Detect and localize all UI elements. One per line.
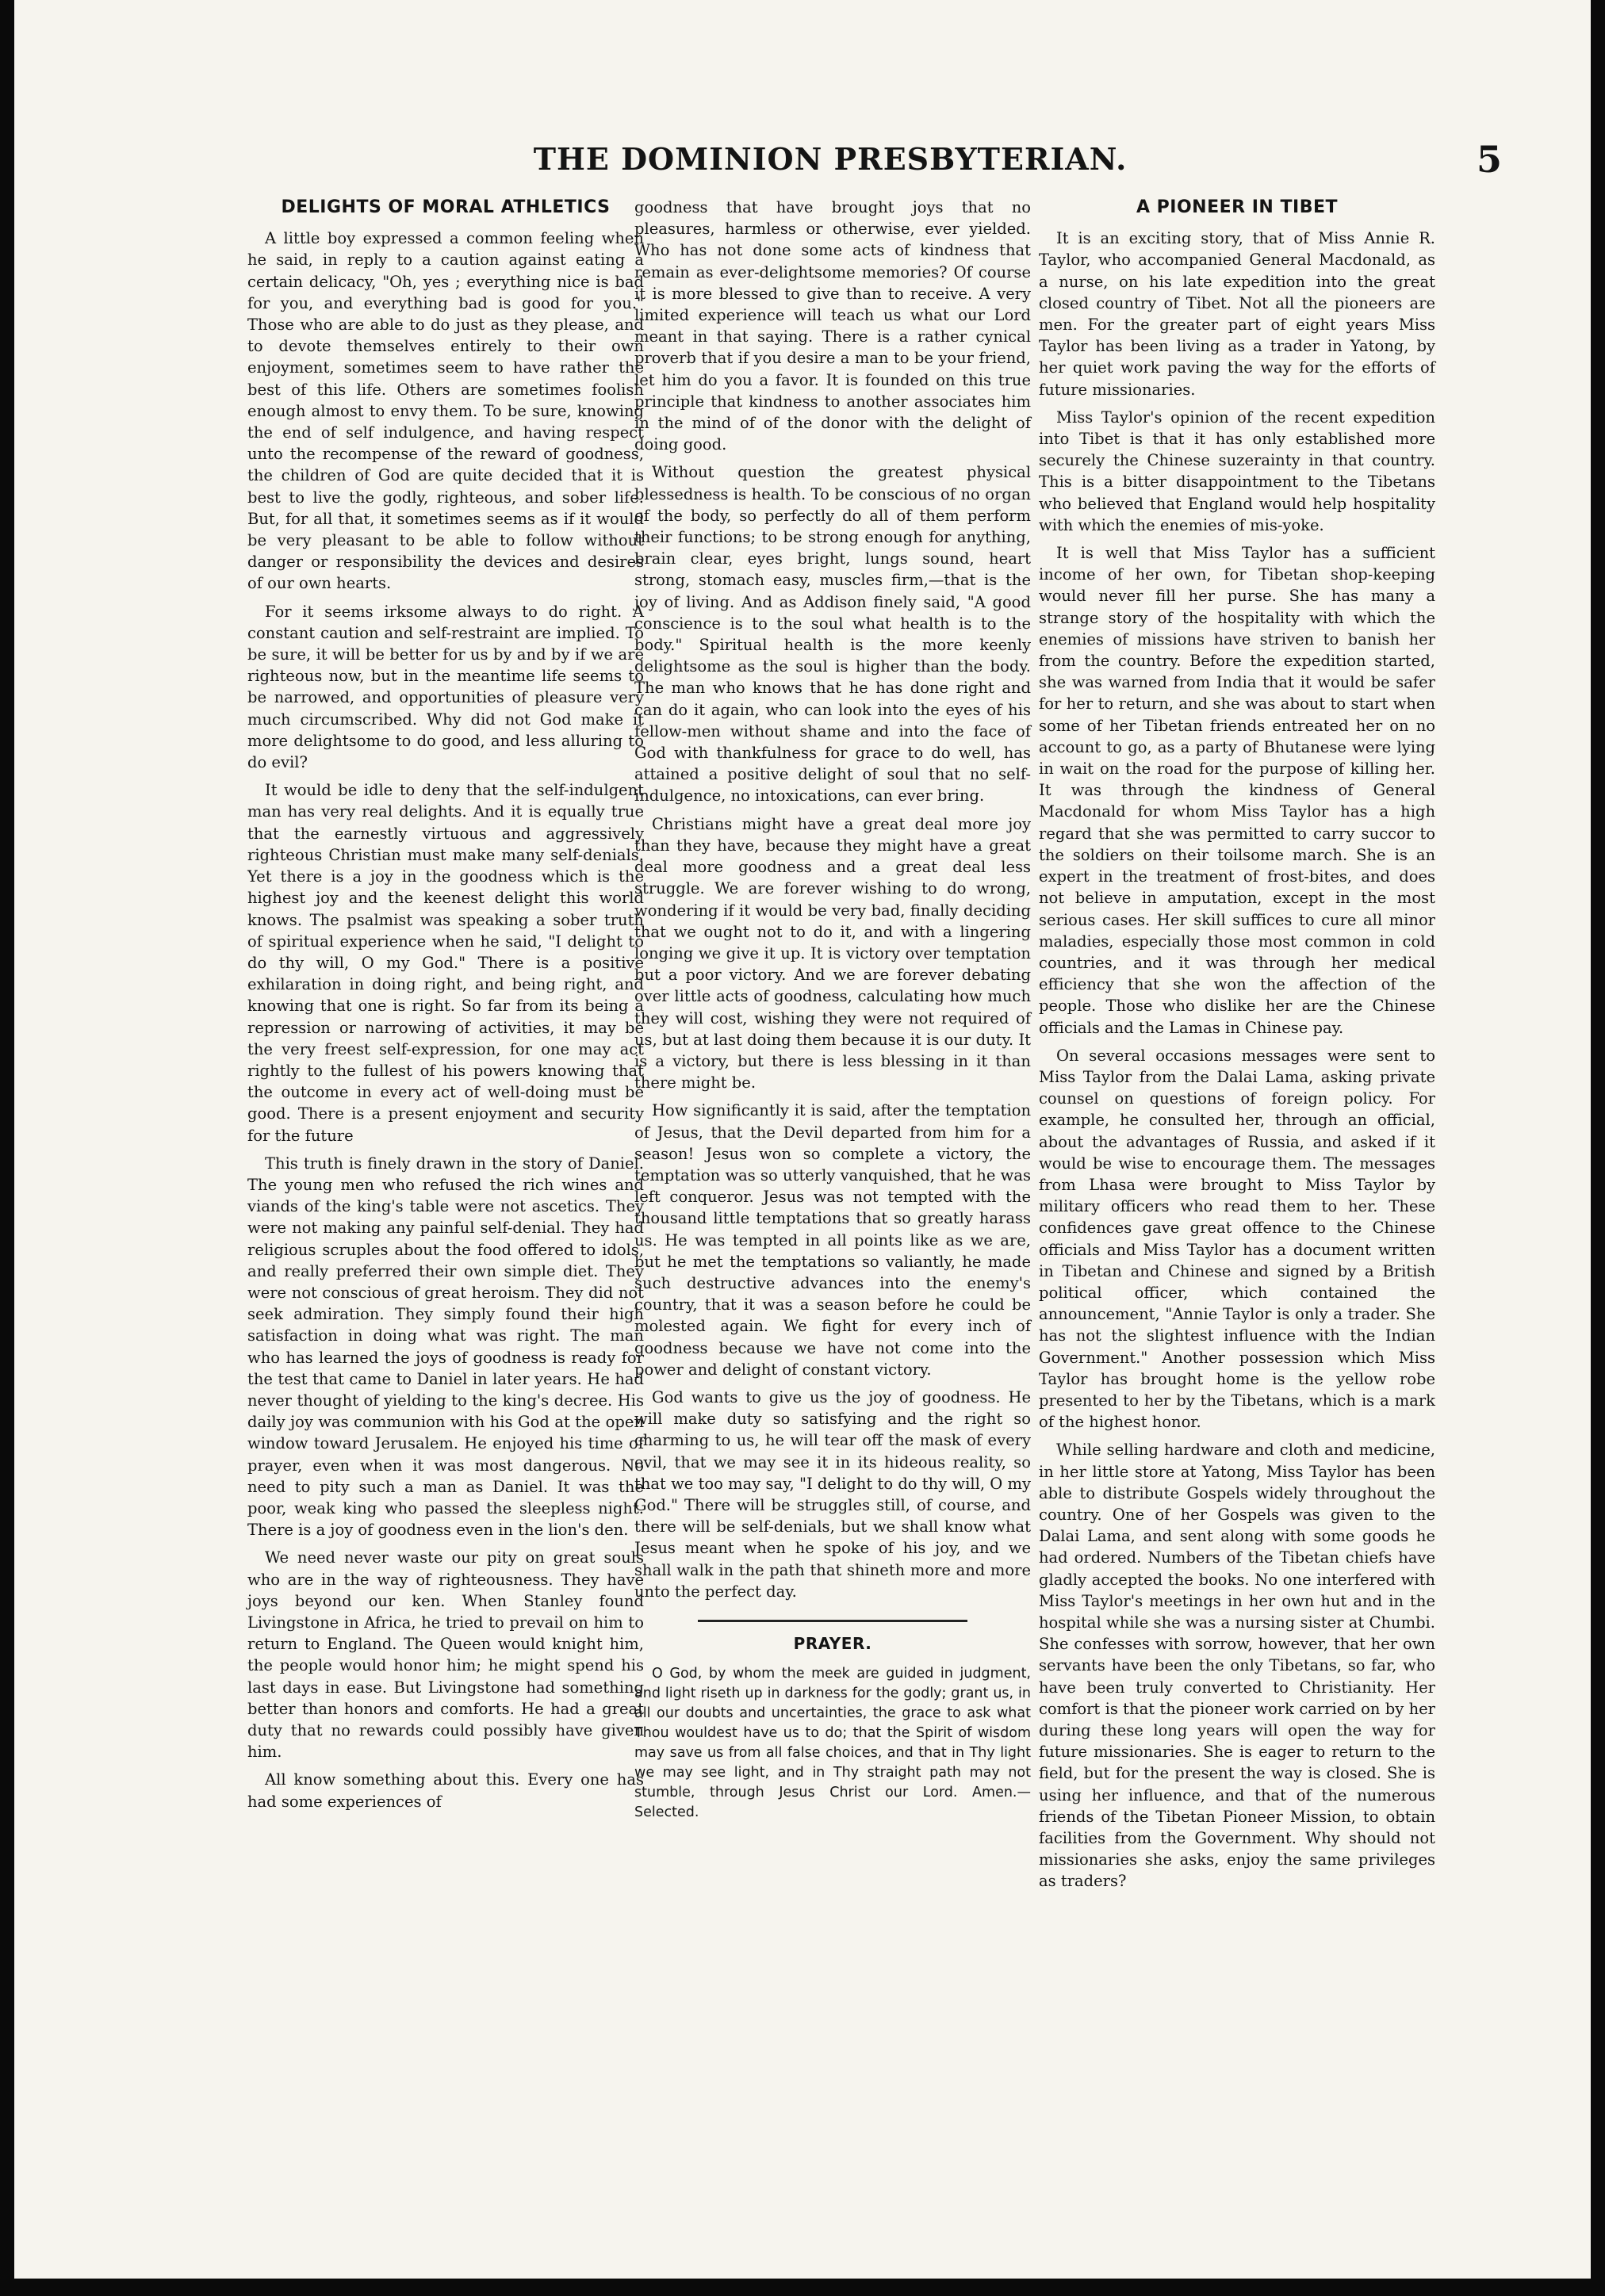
paragraph: All know something about this. Every one has had some experiences of	[247, 1770, 644, 1811]
paragraph: Christians might have a great deal more joy than they have, because they might have a great deal more goodness and a great deal less struggle. We are forever wishing to do wrong, wondering if it would be very bad, finally deciding that we ought not to do it, and with a lingering longing we give it up. It is victory over temptation but a poor victory. And we are forever debating over little acts of goodness, calculating how much they will cost, wishing they were not required of us, but at last doing them because it is our duty. It is a victory, but there is less blessing in it than there might be.	[634, 814, 1031, 1093]
paragraph: goodness that have brought joys that no pleasures, harmless or otherwise, ever yielded. Who has not done some acts of kindness that remain as ever-delightsome memories? Of course it is more blessed to give than to receive. A very limited experience will teach us what our Lord meant in that saying. There is a rather cynical proverb that if you desire a man to be your friend, let him do you a favor. It is founded on this true principle that kindness to another associates him in the mind of of the donor with the delight of doing good.	[634, 198, 1031, 454]
column-3	[1039, 197, 1435, 1899]
paragraph: God wants to give us the joy of goodness. He will make duty so satisfying and the right so charming to us, he will tear off the mask of every evil, that we may see it in its hideous reality, so that we too may say, "I delight to do thy will, O my God." There will be struggles still, of course, and there will be self-denials, but we shall know what Jesus meant when he spoke of his joy, and we shall walk in the path that shineth more and more unto the perfect day.	[634, 1387, 1031, 1601]
paragraph: Miss Taylor's opinion of the recent expedition into Tibet is that it has only established more securely the Chinese suzerainty in that country. This is a bitter disappointment to the Tibetans who believed that England would help hospitality with which the enemies of mis-yoke.	[1039, 408, 1435, 534]
prayer-section	[634, 1633, 1031, 1823]
scan-border-left	[0, 0, 14, 2296]
page-header	[159, 138, 1502, 189]
prayer-text: O God, by whom the meek are guided in judgment, and light riseth up in darkness for the godly; grant us, in all our doubts and uncertainties, the grace to ask what Thou wouldest have us to do; that the Spirit of wisdom may save us from all false choices, and that in Thy light we may see light, and in Thy straight path may not stumble, through Jesus Christ our Lord. Amen.—Selected.	[634, 1666, 1031, 1821]
paragraph: We need never waste our pity on great souls who are in the way of righteousness. They have joys beyond our ken. When Stanley found Livingstone in Africa, he tried to prevail on him to return to England. The Queen would knight him, the people would honor him; he might spend his last days in ease. But Livingstone had something better than honors and comforts. He had a great duty that no rewards could possibly have given him.	[247, 1548, 644, 1762]
column-2	[634, 197, 1031, 1829]
section-divider	[698, 1620, 967, 1622]
prayer-title: PRAYER.	[793, 1634, 872, 1653]
paragraph: On several occasions messages were sent to Miss Taylor from the Dalai Lama, asking private counsel on questions of foreign policy. For example, he consulted her, through an official, about the advantages of Russia, and asked if it would be wise to encourage them. The messages from Lhasa were brought to Miss Taylor by military officers who read them to her. These confidences gave great offence to the Chinese officials and Miss Taylor has a document written in Tibetan and Chinese and signed by a British political officer, which contained the announcement, "Annie Taylor is only a trader. She has not the slightest influence with the Indian Government." Another possession which Miss Taylor has brought home is the yellow robe presented to her by the Tibetans, which is a mark of the highest honor.	[1039, 1046, 1435, 1432]
column-1	[247, 197, 644, 1819]
article-title: A PIONEER IN TIBET	[1136, 197, 1339, 217]
paragraph: For it seems irksome always to do right. A constant caution and self-restraint are implied. To be sure, it will be better for us by and by if we are righteous now, but in the meantime life seems to be narrowed, and opportunities of pleasure very much circumscribed. Why did not God make it more delightsome to do good, and less alluring to do evil?	[247, 602, 644, 772]
paragraph: A little boy expressed a common feeling when he said, in reply to a caution against eating a certain delicacy, "Oh, yes ; everything nice is bad for you, and everything bad is good for you." Those who are able to do just as they please, and to devote themselves entirely to their own enjoyment, sometimes seem to have rather the best of this life. Others are sometimes foolish enough almost to envy them. To be sure, knowing the end of self indulgence, and having respect unto the recompense of the reward of goodness, the children of God are quite decided that it is best to live the godly, righteous, and sober life. But, for all that, it sometimes seems as if it would be very pleasant to be able to follow without danger or responsibility the devices and desires of our own hearts.	[247, 229, 644, 593]
paragraph: It would be idle to deny that the self-indulgent man has very real delights. And it is equally true that the earnestly virtuous and aggressively righteous Christian must make many self-denials. Yet there is a joy in the goodness which is the highest joy and the keenest delight this world knows. The psalmist was speaking a sober truth of spiritual experience when he said, "I delight to do thy will, O my God." There is a positive exhilaration in doing right, and being right, and knowing that one is right. So far from its being a repression or narrowing of activities, it may be the very freest self-expression, for one may act rightly to the fullest of his powers knowing that the outcome in every act of well-doing must be good. There is a present enjoyment and security for the future	[247, 781, 644, 1145]
paragraph: It is an exciting story, that of Miss Annie R. Taylor, who accompanied General Macdonald, as a nurse, on his late expedition into the great closed country of Tibet. Not all the pioneers are men. For the greater part of eight years Miss Taylor has been living as a trader in Yatong, by her quiet work paving the way for the efforts of future missionaries.	[1039, 229, 1435, 399]
page-number: 5	[1476, 138, 1502, 181]
paragraph: Without question the greatest physical blessedness is health. To be conscious of no organ of the body, so perfectly do all of them perform their functions; to be strong enough for anything, brain clear, eyes bright, lungs sound, heart strong, stomach easy, muscles firm,—that is the joy of living. And as Addison finely said, "A good conscience is to the soul what health is to the body." Spiritual health is the more keenly delightsome as the soul is higher than the body. The man who knows that he has done right and can do it again, who can look into the eyes of his fellow-men without shame and into the face of God with thankfulness for grace to do well, has attained a positive delight of soul that no self-indulgence, no intoxications, can ever bring.	[634, 463, 1031, 806]
scan-border-right	[1591, 0, 1605, 2296]
masthead: THE DOMINION PRESBYTERIAN.	[533, 141, 1128, 177]
scan-border-bottom	[0, 2279, 1605, 2296]
article-title: DELIGHTS OF MORAL ATHLETICS	[281, 197, 611, 217]
paragraph: This truth is finely drawn in the story of Daniel. The young men who refused the rich wines and viands of the king's table were not ascetics. They were not making any painful self-denial. They had religious scruples about the food offered to idols, and really preferred their own simple diet. They were not conscious of great heroism. They did not seek admiration. They simply found their high satisfaction in doing what was right. The man who has learned the joys of goodness is ready for the test that came to Daniel in later years. He had never thought of yielding to the king's decree. His daily joy was communion with his God at the open window toward Jerusalem. He enjoyed his time of prayer, even when it was most dangerous. No need to pity such a man as Daniel. It was the poor, weak king who passed the sleepless night. There is a joy of goodness even in the lion's den.	[247, 1154, 644, 1540]
paragraph: It is well that Miss Taylor has a sufficient income of her own, for Tibetan shop-keeping would never fill her purse. She has many a strange story of the hospitality with which the enemies of missions have striven to banish her from the country. Before the expedition started, she was warned from India that it would be safer for her to return, and she was about to start when some of her Tibetan friends entreated her on no account to go, as a party of Bhutanese were lying in wait on the road for the purpose of killing her. It was through the kindness of General Macdonald for whom Miss Taylor has a high regard that she was permitted to carry succor to the soldiers on their toilsome march. She is an expert in the treatment of frost-bites, and does not believe in amputation, except in the most serious cases. Her skill suffices to cure all minor maladies, especially those most common in cold countries, and it was through her medical efficiency that she won the affection of the people. Those who dislike her are the Chinese officials and the Lamas in Chinese pay.	[1039, 544, 1435, 1037]
paragraph: How significantly it is said, after the temptation of Jesus, that the Devil departed from him for a season! Jesus won so complete a victory, the temptation was so utterly vanquished, that he was left conqueror. Jesus was not tempted with the thousand little temptations that so greatly harass us. He was tempted in all points like as we are, but he met the temptations so valiantly, he made such destructive advances into the enemy's country, that it was a season before he could be molested again. We fight for every inch of goodness because we have not come into the power and delight of constant victory.	[634, 1101, 1031, 1379]
paragraph: While selling hardware and cloth and medicine, in her little store at Yatong, Miss Taylor has been able to distribute Gospels widely throughout the country. One of her Gospels was given to the Dalai Lama, and sent along with some goods he had ordered. Numbers of the Tibetan chiefs have gladly accepted the books. No one interfered with Miss Taylor's meetings in her own hut and in the hospital while she was a nursing sister at Chumbi. She confesses with sorrow, however, that her own servants have been the only Tibetans, so far, who have been truly converted to Christianity. Her comfort is that the pioneer work carried on by her during these long years will open the way for future missionaries. She is eager to return to the field, but for the present the way is closed. She is using her influence, and that of the numerous friends of the Tibetan Pioneer Mission, to obtain facilities from the Government. Why should not missionaries she asks, enjoy the same privileges as traders?	[1039, 1441, 1435, 1891]
